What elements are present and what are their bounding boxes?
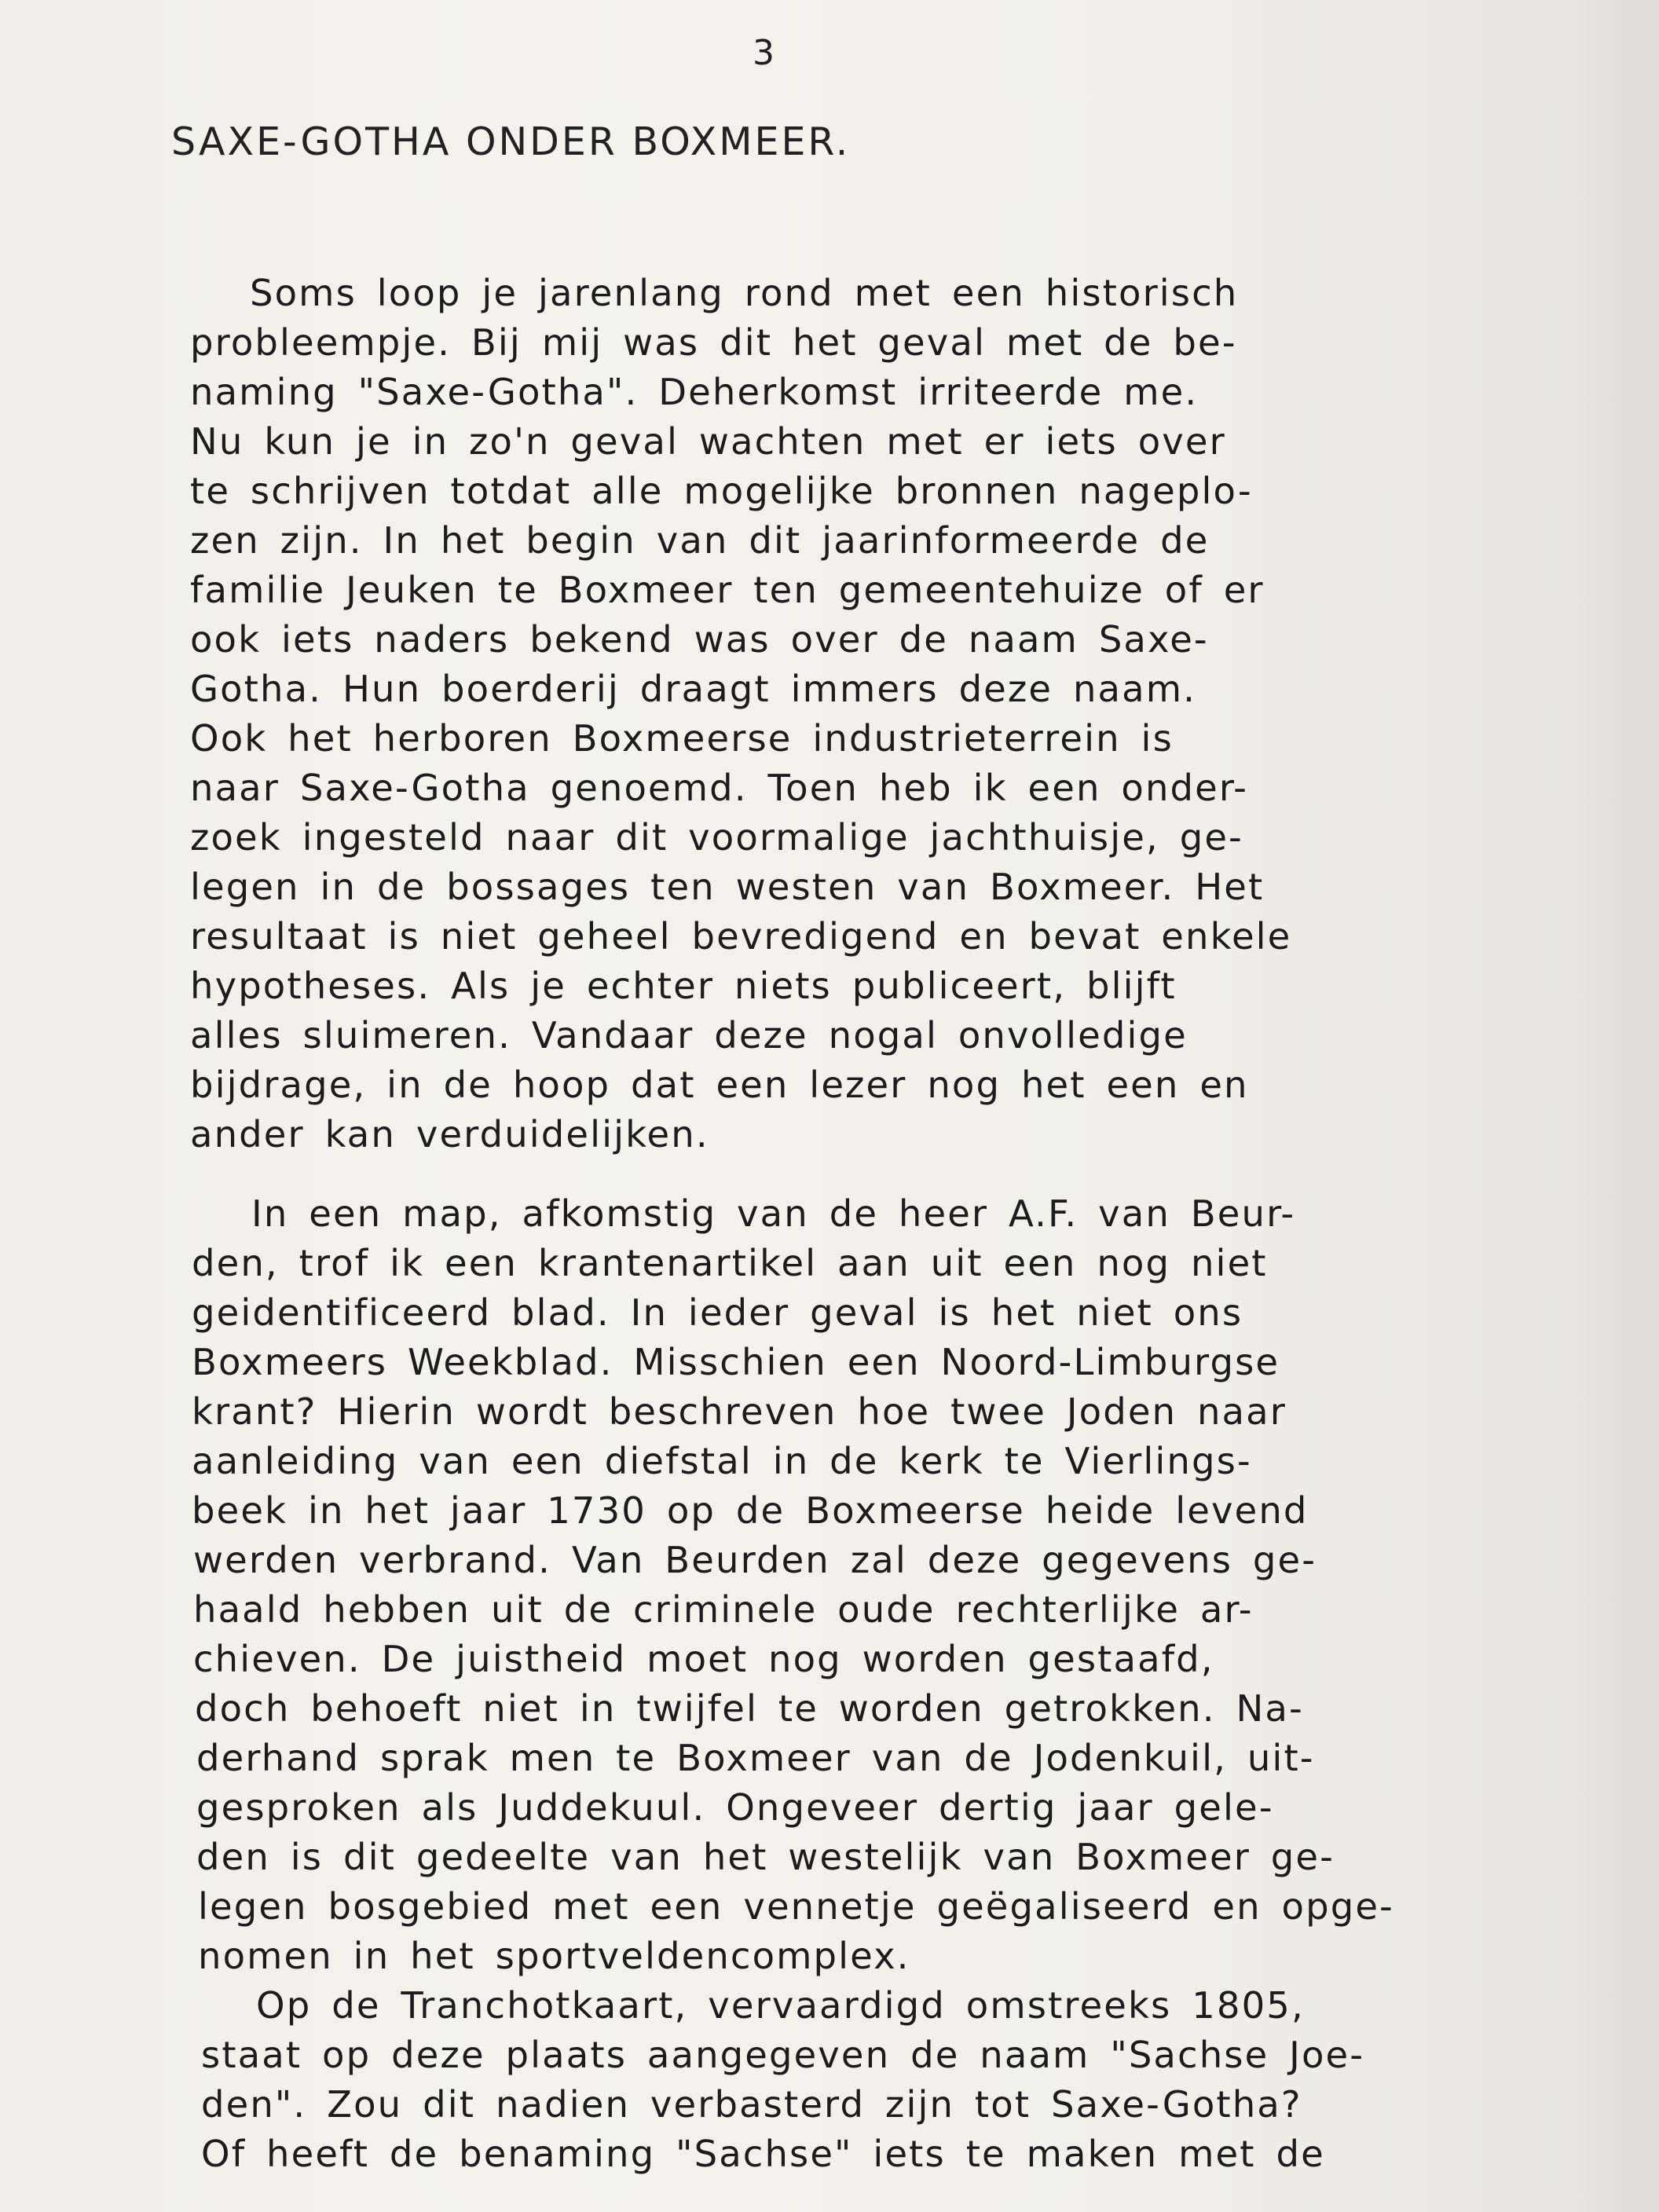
paragraph-line: resultaat is niet geheel bevredigend en bevat enkele [190, 915, 1292, 958]
paragraph-line: te schrijven totdat alle mogelijke bronnen nageplo- [190, 470, 1253, 512]
page-number: 3 [753, 33, 775, 73]
paragraph-line: alles sluimeren. Vandaar deze nogal onvolledige [190, 1014, 1188, 1057]
paragraph-line: naar Saxe-Gotha genoemd. Toen heb ik een onder- [190, 767, 1248, 809]
paragraph-line: den, trof ik een krantenartikel aan uit een nog niet [192, 1242, 1268, 1284]
paragraph-line: geidentificeerd blad. In ieder geval is het niet ons [192, 1291, 1243, 1334]
paragraph-line: hypotheses. Als je echter niets publiceert, blijft [190, 965, 1177, 1007]
paragraph-line: Op de Tranchotkaart, vervaardigd omstreeks 1805, [256, 1984, 1305, 2027]
paragraph-line: ook iets naders bekend was over de naam Saxe- [190, 618, 1209, 661]
paragraph-line: legen bosgebied met een vennetje geëgaliseerd en opge- [198, 1885, 1394, 1928]
paragraph-line: den is dit gedeelte van het westelijk van Boxmeer ge- [196, 1836, 1335, 1878]
paragraph-line: probleempje. Bij mij was dit het geval met de be- [190, 321, 1237, 364]
page-title: SAXE-GOTHA ONDER BOXMEER. [171, 119, 851, 164]
paragraph-line: doch behoeft niet in twijfel te worden getrokken. Na- [195, 1687, 1304, 1730]
paragraph-line: In een map, afkomstig van de heer A.F. van Beur- [251, 1192, 1296, 1235]
paragraph-line: zen zijn. In het begin van dit jaarinformeerde de [190, 519, 1210, 562]
paragraph-line: Soms loop je jarenlang rond met een historisch [250, 272, 1239, 314]
paragraph-line: familie Jeuken te Boxmeer ten gemeentehuize of er [190, 569, 1265, 611]
paragraph-line: Boxmeers Weekblad. Misschien een Noord-Limburgse [192, 1341, 1280, 1383]
paragraph-line: naming "Saxe-Gotha". Deherkomst irriteerde me. [190, 371, 1199, 413]
paragraph-line: Ook het herboren Boxmeerse industrieterrein is [190, 717, 1174, 760]
paragraph-line: den". Zou dit nadien verbasterd zijn tot Saxe-Gotha? [201, 2083, 1302, 2126]
paragraph-line: haald hebben uit de criminele oude rechterlijke ar- [193, 1588, 1254, 1631]
paragraph-line: krant? Hierin wordt beschreven hoe twee Joden naar [192, 1390, 1287, 1433]
paragraph-line: Of heeft de benaming "Sachse" iets te maken met de [201, 2133, 1325, 2175]
paragraph-line: nomen in het sportveldencomplex. [198, 1935, 910, 1977]
paragraph-line: staat op deze plaats aangegeven de naam "Sachse Joe- [201, 2034, 1365, 2076]
paragraph-line: chieven. De juistheid moet nog worden gestaafd, [193, 1638, 1214, 1680]
paragraph-line: derhand sprak men te Boxmeer van de Jodenkuil, uit- [196, 1737, 1315, 1779]
paragraph-line: Gotha. Hun boerderij draagt immers deze naam. [190, 668, 1197, 710]
paragraph-line: aanleiding van een diefstal in de kerk te Vierlings- [192, 1440, 1252, 1482]
page-shadow [1565, 0, 1659, 2212]
paragraph-line: werden verbrand. Van Beurden zal deze gegevens ge- [193, 1539, 1317, 1581]
paragraph-line: ander kan verduidelijken. [190, 1113, 709, 1155]
paragraph-line: zoek ingesteld naar dit voormalige jachthuisje, ge- [190, 816, 1243, 859]
paragraph-line: legen in de bossages ten westen van Boxmeer. Het [190, 866, 1265, 908]
paragraph-line: bijdrage, in de hoop dat een lezer nog het een en [190, 1064, 1249, 1106]
paragraph-line: beek in het jaar 1730 op de Boxmeerse heide levend [192, 1489, 1309, 1532]
paragraph-line: Nu kun je in zo'n geval wachten met er iets over [190, 420, 1226, 463]
paragraph-line: gesproken als Juddekuul. Ongeveer dertig jaar gele- [196, 1786, 1274, 1829]
